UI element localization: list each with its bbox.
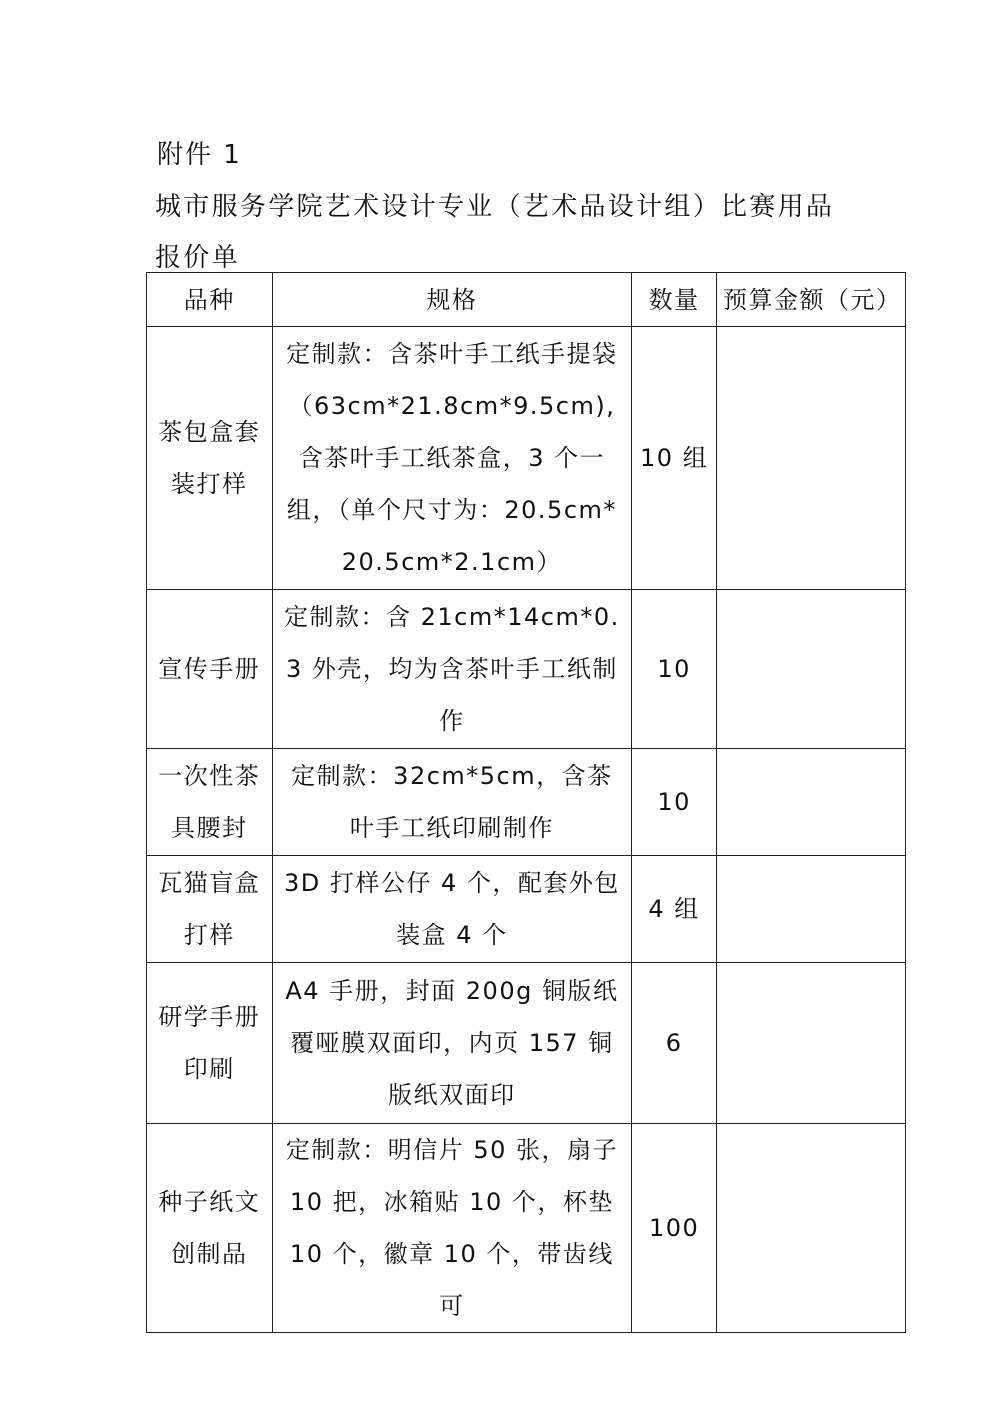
cell-budget (717, 327, 906, 590)
header-quantity: 数量 (632, 273, 717, 327)
cell-quantity: 6 (632, 963, 717, 1124)
cell-quantity: 10 (632, 590, 717, 749)
cell-kind: 种子纸文创制品 (147, 1124, 273, 1333)
cell-spec: 定制款：含 21cm*14cm*0.3 外壳，均为含茶叶手工纸制作 (272, 590, 632, 749)
cell-budget (717, 590, 906, 749)
table-row (147, 1124, 906, 1333)
cell-kind: 研学手册印刷 (147, 963, 273, 1124)
table-header-row (147, 273, 906, 327)
table-row (147, 856, 906, 963)
header-spec: 规格 (272, 273, 632, 327)
cell-kind: 宣传手册 (147, 590, 273, 749)
header-budget: 预算金额（元） (717, 273, 906, 327)
cell-spec: 定制款：含茶叶手工纸手提袋（63cm*21.8cm*9.5cm),含茶叶手工纸茶盒，3 个一组，（单个尺寸为：20.5cm*20.5cm*2.1cm） (272, 327, 632, 590)
cell-spec: A4 手册，封面 200g 铜版纸覆哑膜双面印，内页 157 铜版纸双面印 (272, 963, 632, 1124)
table-row (147, 749, 906, 856)
cell-budget (717, 856, 906, 963)
cell-kind: 茶包盒套装打样 (147, 327, 273, 590)
document-title: 城市服务学院艺术设计专业（艺术品设计组）比赛用品报价单 (155, 192, 835, 273)
table-row (147, 590, 906, 749)
cell-quantity: 4 组 (632, 856, 717, 963)
cell-budget (717, 749, 906, 856)
cell-spec: 3D 打样公仔 4 个，配套外包装盒 4 个 (272, 856, 632, 963)
cell-quantity: 10 (632, 749, 717, 856)
table-row (147, 963, 906, 1124)
cell-spec: 定制款：32cm*5cm，含茶叶手工纸印刷制作 (272, 749, 632, 856)
cell-budget (717, 1124, 906, 1333)
table-row (147, 327, 906, 590)
header-kind: 品种 (147, 273, 273, 327)
cell-quantity: 100 (632, 1124, 717, 1333)
cell-spec: 定制款：明信片 50 张，扇子 10 把，冰箱贴 10 个，杯垫 10 个，徽章 10 个，带齿线可 (272, 1124, 632, 1333)
cell-quantity: 10 组 (632, 327, 717, 590)
cell-kind: 一次性茶具腰封 (147, 749, 273, 856)
cell-kind: 瓦猫盲盒打样 (147, 856, 273, 963)
quote-table (146, 272, 906, 1333)
attachment-label: 附件 1 (157, 140, 242, 170)
cell-budget (717, 963, 906, 1124)
